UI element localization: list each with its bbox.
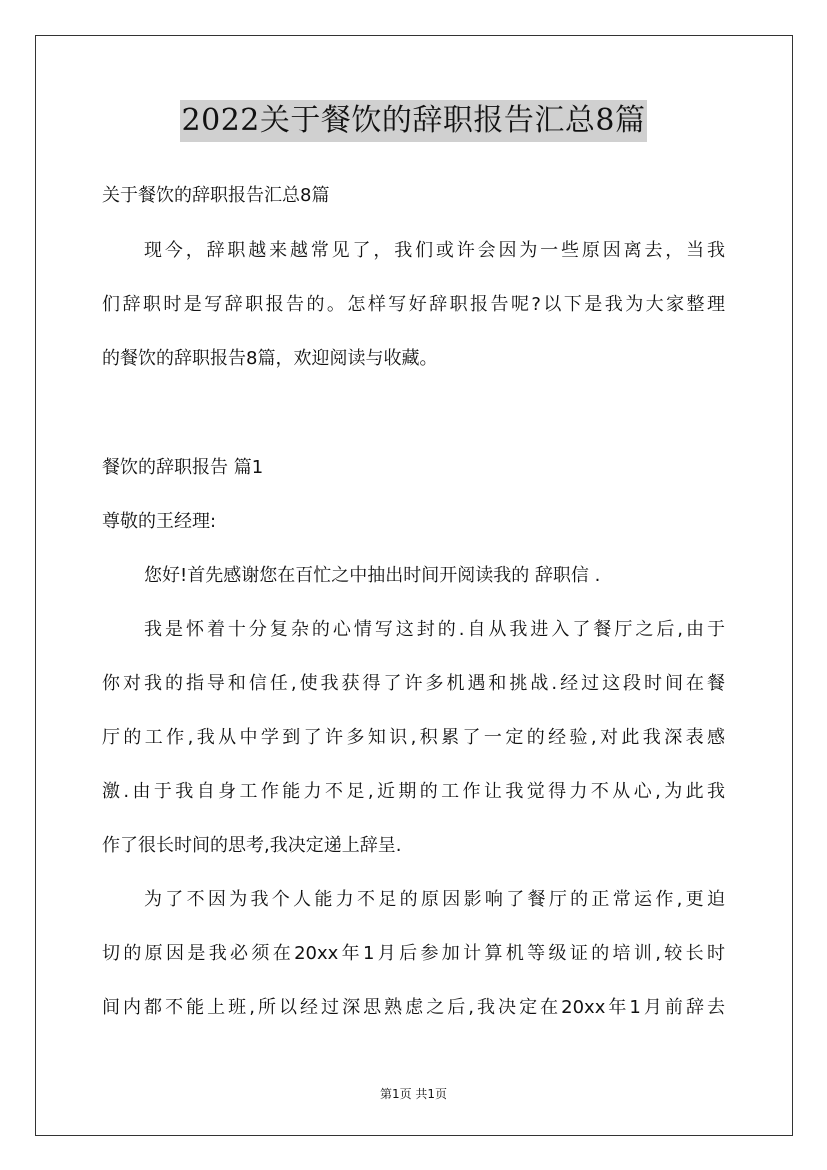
- body-line: 厅的工作,我从中学到了许多知识,积累了一定的经验,对此我深表感: [102, 727, 725, 748]
- salutation: 尊敬的王经理:: [102, 511, 217, 532]
- intro-line: 的餐饮的辞职报告8篇，欢迎阅读与收藏。: [102, 348, 438, 369]
- intro-line: 现今，辞职越来越常见了，我们或许会因为一些原因离去，当我: [144, 240, 725, 261]
- section-heading: 餐饮的辞职报告 篇1: [102, 457, 264, 478]
- body-line: 你对我的指导和信任,使我获得了许多机遇和挑战.经过这段时间在餐: [102, 673, 725, 694]
- body-line: 激.由于我自身工作能力不足,近期的工作让我觉得力不从心,为此我: [102, 781, 725, 802]
- body-line: 作了很长时间的思考,我决定递上辞呈.: [102, 835, 402, 856]
- subtitle: 关于餐饮的辞职报告汇总8篇: [102, 185, 330, 206]
- body-line: 我是怀着十分复杂的心情写这封的.自从我进入了餐厅之后,由于: [144, 619, 725, 640]
- body-line: 为了不因为我个人能力不足的原因影响了餐厅的正常运作,更迫: [144, 889, 725, 910]
- document-title-wrap: [0, 100, 827, 142]
- greeting: 您好!首先感谢您在百忙之中抽出时间开阅读我的 辞职信 .: [144, 565, 601, 586]
- body-line: 间内都不能上班,所以经过深思熟虑之后,我决定在20xx年1月前辞去: [102, 997, 725, 1018]
- document-title: 2022关于餐饮的辞职报告汇总8篇: [180, 100, 648, 142]
- body-line: 切的原因是我必须在20xx年1月后参加计算机等级证的培训,较长时: [102, 943, 725, 964]
- intro-line: 们辞职时是写辞职报告的。怎样写好辞职报告呢?以下是我为大家整理: [102, 294, 725, 315]
- page-footer: 第1页 共1页: [379, 1087, 448, 1101]
